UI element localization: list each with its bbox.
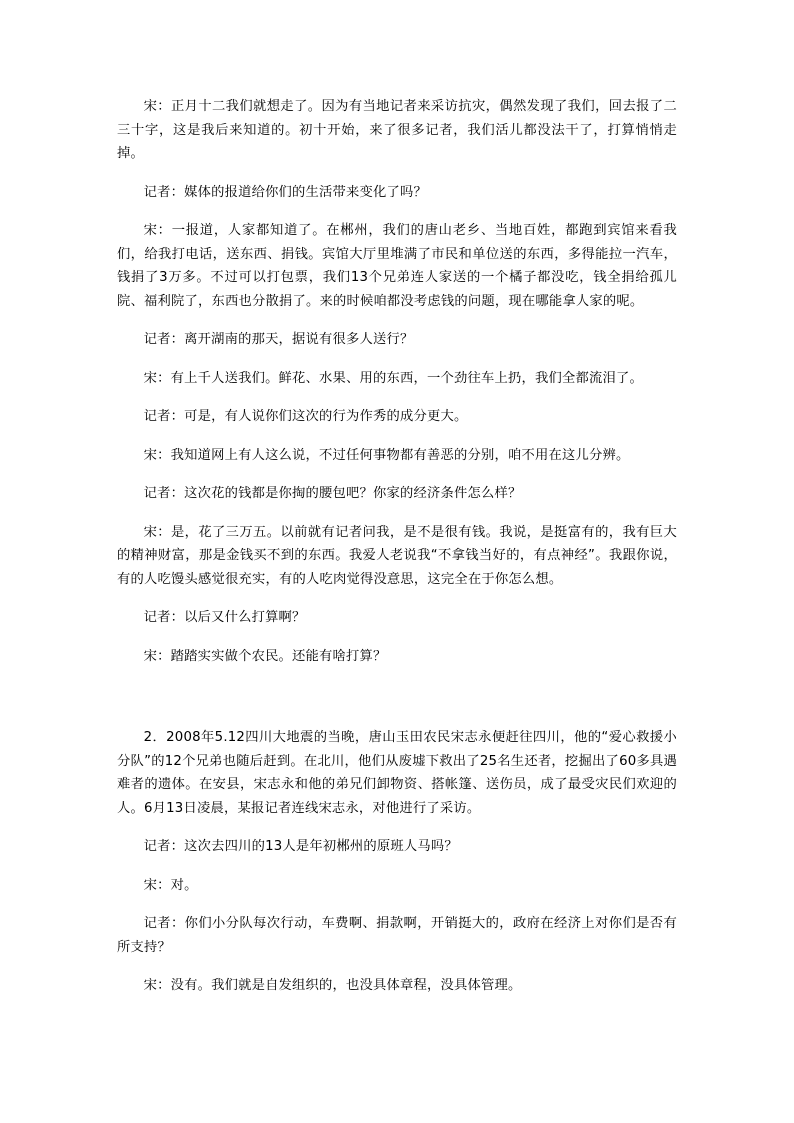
paragraph-song-donations: 宋：一报道，人家都知道了。在郴州，我们的唐山老乡、当地百姓，都跑到宾馆来看我们，给我打电话，送东西、捐钱。宾馆大厅里堆满了市民和单位送的东西，多得能拉一汽车，钱捐了3万多。不过可以打包票，我们13个兄弟连人家送的一个橘子都没吃，钱全捐给孤儿院、福利院了，东西也分散捐了。来的时候咱都没考虑钱的问题，现在哪能拿人家的呢。 bbox=[117, 223, 677, 309]
paragraph-song-online-comments: 宋：我知道网上有人这么说，不过任何事物都有善恶的分别，咱不用在这儿分辨。 bbox=[143, 447, 630, 463]
paragraph-song-self-organized: 宋：没有。我们就是自发组织的，也没具体章程，没具体管理。 bbox=[143, 978, 522, 993]
paragraph-song-farewell: 宋：有上千人送我们。鲜花、水果、用的东西，一个劲往车上扔，我们全都流泪了。 bbox=[143, 370, 643, 386]
document-page bbox=[117, 95, 677, 998]
paragraph-reporter-show-off: 记者：可是，有人说你们这次的行为作秀的成分更大。 bbox=[143, 409, 468, 424]
paragraph-reporter-government-support: 记者：你们小分队每次行动，车费啊、捐款啊，开销挺大的，政府在经济上对你们是否有所支持？ bbox=[117, 916, 677, 955]
paragraph-reporter-media-change: 记者：媒体的报道给你们的生活带来变化了吗？ bbox=[143, 184, 428, 200]
paragraph-reporter-money: 记者：这次花的钱都是你掏的腰包吧？你家的经济条件怎么样？ bbox=[143, 486, 522, 501]
paragraph-reporter-farewell: 记者：离开湖南的那天，据说有很多人送行？ bbox=[143, 332, 414, 347]
paragraph-song-leave-early: 宋：正月十二我们就想走了。因为有当地记者来采访抗灾，偶然发现了我们，回去报了二三十字，这是我后来知道的。初十开始，来了很多记者，我们活儿都没法干了，打算悄悄走掉。 bbox=[117, 99, 677, 161]
paragraph-song-wealth: 宋：是，花了三万五。以前就有记者问我，是不是很有钱。我说，是挺富有的，我有巨大的精神财富，那是金钱买不到的东西。我爱人老说我“不拿钱当好的，有点神经”。我跟你说，有的人吃馒头感觉很充实，有的人吃肉觉得没意思，这完全在于你怎么想。 bbox=[117, 524, 677, 587]
paragraph-reporter-same-team: 记者：这次去四川的13人是年初郴州的原班人马吗？ bbox=[143, 839, 458, 854]
paragraph-reporter-plans: 记者：以后又什么打算啊？ bbox=[143, 610, 306, 625]
paragraph-song-farmer: 宋：踏踏实实做个农民。还能有啥打算？ bbox=[143, 648, 387, 664]
paragraph-section-2-intro: 2．2008年5.12四川大地震的当晚，唐山玉田农民宋志永便赶往四川，他的“爱心救援小分队”的12个兄弟也随后赶到。在北川，他们从废墟下救出了25名生还者，挖掘出了60多具遇难者的遗体。在安县，宋志永和他的弟兄们卸物资、搭帐篷、送伤员，成了最受灾民们欢迎的人。6月13日凌晨，某报记者连线宋志永，对他进行了采访。 bbox=[117, 730, 677, 816]
paragraph-song-yes: 宋：对。 bbox=[143, 877, 198, 893]
